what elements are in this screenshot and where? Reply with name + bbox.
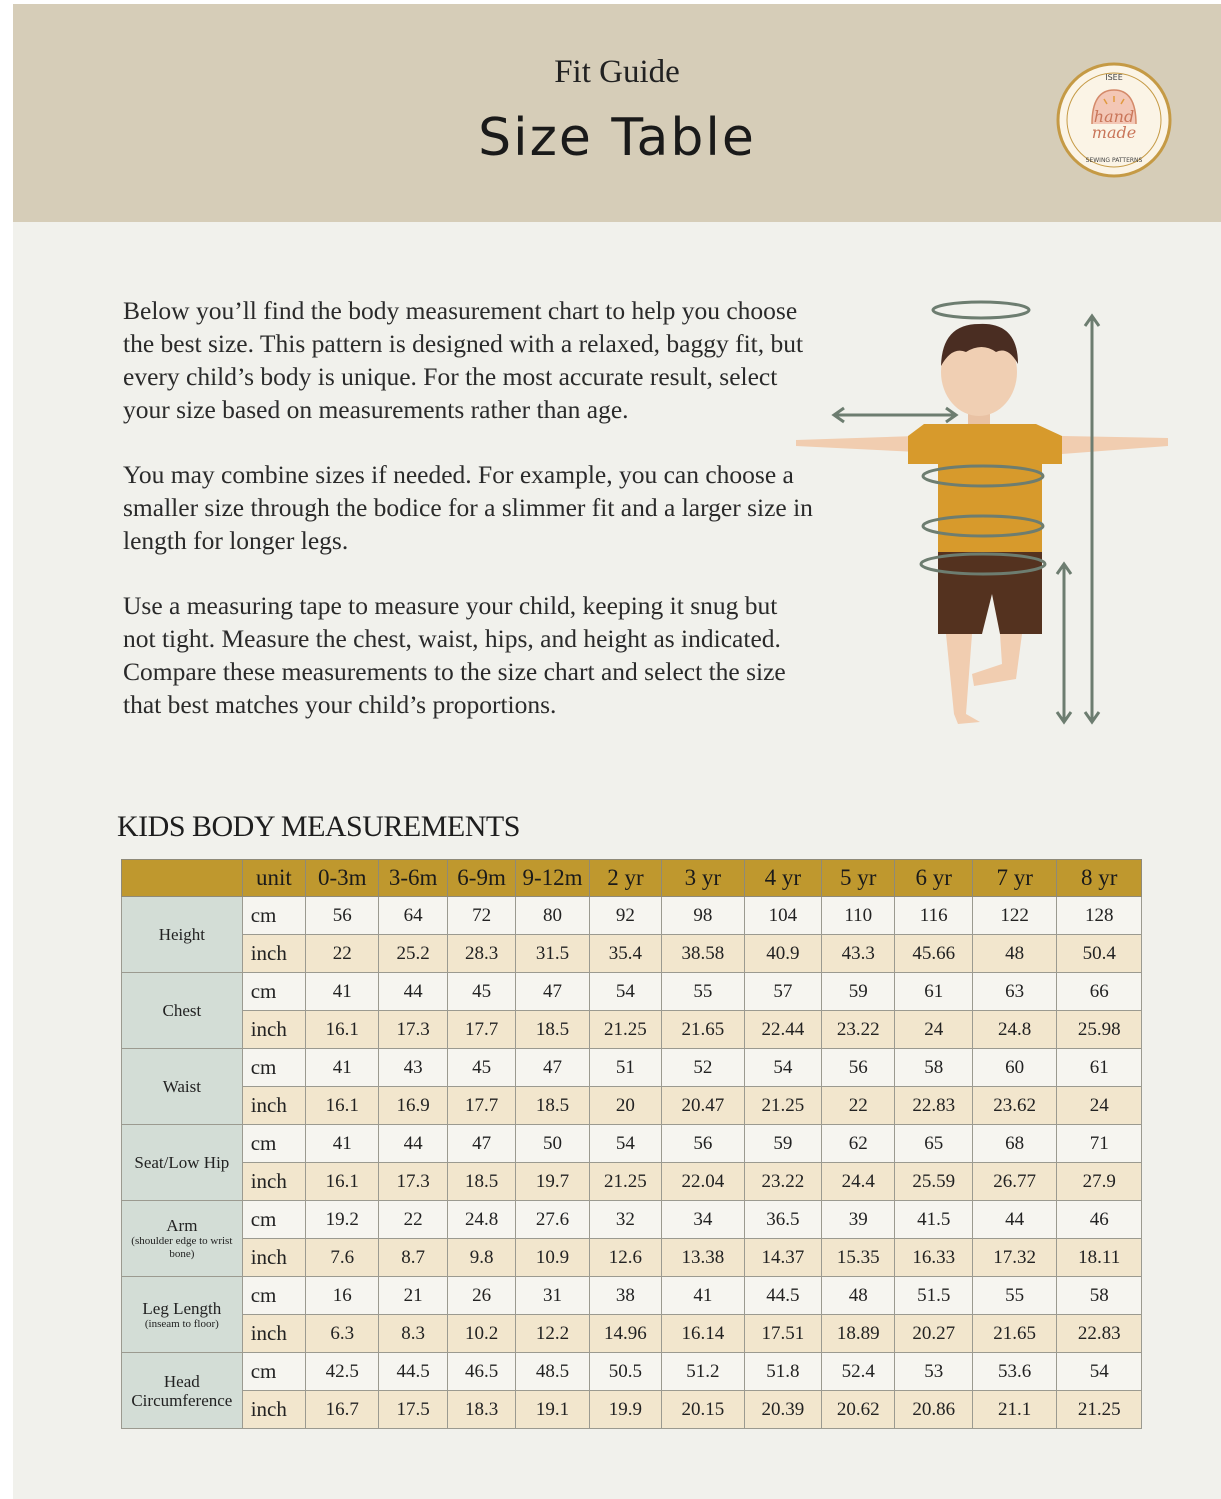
value-cell: 51.5 — [895, 1277, 972, 1315]
value-cell: 46.5 — [447, 1353, 515, 1391]
table-row — [122, 1391, 1142, 1429]
size-header: 5 yr — [822, 860, 895, 897]
page-subtitle: Fit Guide — [554, 54, 680, 90]
value-cell: 27.6 — [516, 1201, 589, 1239]
measure-label-cell — [122, 1049, 243, 1125]
value-cell: 22 — [306, 935, 379, 973]
value-cell: 23.22 — [822, 1011, 895, 1049]
size-header: 3 yr — [662, 860, 744, 897]
intro-text — [123, 294, 813, 753]
value-cell: 63 — [972, 973, 1056, 1011]
value-cell: 19.9 — [589, 1391, 661, 1429]
value-cell: 68 — [972, 1125, 1056, 1163]
value-cell: 19.7 — [516, 1163, 589, 1201]
table-row — [122, 1087, 1142, 1125]
table-title: KIDS BODY MEASUREMENTS — [117, 810, 520, 843]
value-cell: 22.83 — [1057, 1315, 1142, 1353]
logo-word-hand: hand — [1093, 107, 1135, 126]
unit-cell: cm — [242, 1277, 305, 1315]
value-cell: 15.35 — [822, 1239, 895, 1277]
value-cell: 58 — [895, 1049, 972, 1087]
value-cell: 16.1 — [306, 1011, 379, 1049]
value-cell: 44 — [972, 1201, 1056, 1239]
table-row — [122, 1125, 1142, 1163]
value-cell: 34 — [662, 1201, 744, 1239]
value-cell: 22 — [379, 1201, 447, 1239]
value-cell: 110 — [822, 897, 895, 935]
value-cell: 43 — [379, 1049, 447, 1087]
value-cell: 48 — [972, 935, 1056, 973]
measure-name: Chest — [162, 1001, 202, 1020]
value-cell: 40.9 — [744, 935, 821, 973]
value-cell: 18.11 — [1057, 1239, 1142, 1277]
value-cell: 22.44 — [744, 1011, 821, 1049]
value-cell: 53 — [895, 1353, 972, 1391]
value-cell: 20 — [589, 1087, 661, 1125]
logo-top-text: ISEE — [1105, 73, 1123, 82]
value-cell: 20.86 — [895, 1391, 972, 1429]
page — [13, 4, 1221, 1499]
table-row — [122, 897, 1142, 935]
measure-note: (shoulder edge to wrist bone) — [131, 1235, 233, 1260]
intro-paragraph-2: You may combine sizes if needed. For example, you can choose a smaller size through the bodice for a slimmer fit and a larger size in length for longer legs. — [123, 460, 813, 555]
unit-cell: cm — [242, 1049, 305, 1087]
value-cell: 51 — [589, 1049, 661, 1087]
value-cell: 47 — [447, 1125, 515, 1163]
table-row — [122, 1239, 1142, 1277]
value-cell: 61 — [895, 973, 972, 1011]
value-cell: 122 — [972, 897, 1056, 935]
value-cell: 72 — [447, 897, 515, 935]
value-cell: 31 — [516, 1277, 589, 1315]
measure-label-cell — [122, 897, 243, 973]
value-cell: 41 — [306, 1049, 379, 1087]
measure-label-cell — [122, 1277, 243, 1353]
value-cell: 10.9 — [516, 1239, 589, 1277]
value-cell: 56 — [306, 897, 379, 935]
value-cell: 16.1 — [306, 1087, 379, 1125]
table-row — [122, 1201, 1142, 1239]
value-cell: 24.8 — [447, 1201, 515, 1239]
logo-word-made: made — [1091, 123, 1137, 142]
value-cell: 47 — [516, 1049, 589, 1087]
value-cell: 44.5 — [379, 1353, 447, 1391]
table-row — [122, 973, 1142, 1011]
value-cell: 17.32 — [972, 1239, 1056, 1277]
value-cell: 54 — [1057, 1353, 1142, 1391]
value-cell: 36.5 — [744, 1201, 821, 1239]
value-cell: 58 — [1057, 1277, 1142, 1315]
value-cell: 57 — [744, 973, 821, 1011]
measure-name: Seat/Low Hip — [134, 1153, 230, 1172]
value-cell: 51.8 — [744, 1353, 821, 1391]
value-cell: 16.9 — [379, 1087, 447, 1125]
value-cell: 28.3 — [447, 935, 515, 973]
value-cell: 17.7 — [447, 1011, 515, 1049]
value-cell: 18.89 — [822, 1315, 895, 1353]
value-cell: 20.27 — [895, 1315, 972, 1353]
page-title: Size Table — [478, 108, 756, 168]
table-row — [122, 1011, 1142, 1049]
value-cell: 53.6 — [972, 1353, 1056, 1391]
size-header-row — [122, 860, 1142, 897]
value-cell: 25.98 — [1057, 1011, 1142, 1049]
value-cell: 51.2 — [662, 1353, 744, 1391]
value-cell: 16.1 — [306, 1163, 379, 1201]
value-cell: 8.7 — [379, 1239, 447, 1277]
value-cell: 44 — [379, 1125, 447, 1163]
value-cell: 22.04 — [662, 1163, 744, 1201]
value-cell: 22.83 — [895, 1087, 972, 1125]
value-cell: 7.6 — [306, 1239, 379, 1277]
value-cell: 17.51 — [744, 1315, 821, 1353]
head-measure-ring — [933, 302, 1029, 318]
value-cell: 45.66 — [895, 935, 972, 973]
value-cell: 98 — [662, 897, 744, 935]
measure-header — [122, 860, 243, 897]
value-cell: 22 — [822, 1087, 895, 1125]
measure-name: Head Circumference — [131, 1371, 233, 1410]
value-cell: 47 — [516, 973, 589, 1011]
size-header: 4 yr — [744, 860, 821, 897]
value-cell: 20.62 — [822, 1391, 895, 1429]
intro-paragraph-3: Use a measuring tape to measure your child, keeping it snug but not tight. Measure the chest, waist, hips, and height as indicated. Compare these measurements to the size chart and select the size that best matches your child’s proportions. — [123, 591, 786, 719]
unit-cell: cm — [242, 1125, 305, 1163]
value-cell: 50 — [516, 1125, 589, 1163]
value-cell: 25.2 — [379, 935, 447, 973]
value-cell: 116 — [895, 897, 972, 935]
value-cell: 16.7 — [306, 1391, 379, 1429]
table-row — [122, 935, 1142, 973]
size-header: 8 yr — [1057, 860, 1142, 897]
value-cell: 44 — [379, 973, 447, 1011]
logo-bottom-text: SEWING PATTERNS — [1085, 157, 1143, 164]
value-cell: 21.25 — [744, 1087, 821, 1125]
value-cell: 80 — [516, 897, 589, 935]
measure-label-cell — [122, 973, 243, 1049]
value-cell: 64 — [379, 897, 447, 935]
value-cell: 16.14 — [662, 1315, 744, 1353]
value-cell: 27.9 — [1057, 1163, 1142, 1201]
value-cell: 55 — [662, 973, 744, 1011]
unit-header: unit — [242, 860, 305, 897]
value-cell: 20.39 — [744, 1391, 821, 1429]
unit-cell: inch — [242, 1315, 305, 1353]
value-cell: 23.62 — [972, 1087, 1056, 1125]
value-cell: 24.4 — [822, 1163, 895, 1201]
value-cell: 41 — [306, 1125, 379, 1163]
value-cell: 21.65 — [662, 1011, 744, 1049]
measure-name: Leg Length — [142, 1298, 222, 1318]
value-cell: 71 — [1057, 1125, 1142, 1163]
value-cell: 60 — [972, 1049, 1056, 1087]
measure-label-cell — [122, 1353, 243, 1429]
value-cell: 21.25 — [589, 1011, 661, 1049]
table-row — [122, 1315, 1142, 1353]
handmade-logo — [1056, 62, 1172, 178]
table-row — [122, 1049, 1142, 1087]
value-cell: 25.59 — [895, 1163, 972, 1201]
value-cell: 56 — [662, 1125, 744, 1163]
value-cell: 54 — [744, 1049, 821, 1087]
value-cell: 44.5 — [744, 1277, 821, 1315]
table-row — [122, 1277, 1142, 1315]
value-cell: 45 — [447, 1049, 515, 1087]
value-cell: 26.77 — [972, 1163, 1056, 1201]
value-cell: 10.2 — [447, 1315, 515, 1353]
unit-cell: inch — [242, 1239, 305, 1277]
value-cell: 12.2 — [516, 1315, 589, 1353]
value-cell: 20.47 — [662, 1087, 744, 1125]
unit-cell: inch — [242, 935, 305, 973]
value-cell: 21 — [379, 1277, 447, 1315]
unit-cell: inch — [242, 1391, 305, 1429]
table-row — [122, 1163, 1142, 1201]
value-cell: 18.5 — [516, 1087, 589, 1125]
value-cell: 62 — [822, 1125, 895, 1163]
value-cell: 24 — [895, 1011, 972, 1049]
value-cell: 17.7 — [447, 1087, 515, 1125]
size-header: 6 yr — [895, 860, 972, 897]
unit-cell: cm — [242, 897, 305, 935]
value-cell: 50.5 — [589, 1353, 661, 1391]
value-cell: 65 — [895, 1125, 972, 1163]
value-cell: 8.3 — [379, 1315, 447, 1353]
table-row — [122, 1353, 1142, 1391]
value-cell: 23.22 — [744, 1163, 821, 1201]
value-cell: 21.65 — [972, 1315, 1056, 1353]
unit-cell: inch — [242, 1011, 305, 1049]
size-header: 0-3m — [306, 860, 379, 897]
value-cell: 128 — [1057, 897, 1142, 935]
value-cell: 16 — [306, 1277, 379, 1315]
size-table — [121, 859, 1142, 1429]
size-header: 6-9m — [447, 860, 515, 897]
value-cell: 41 — [306, 973, 379, 1011]
value-cell: 16.33 — [895, 1239, 972, 1277]
unit-cell: cm — [242, 1201, 305, 1239]
value-cell: 66 — [1057, 973, 1142, 1011]
measure-name: Arm — [166, 1216, 198, 1235]
value-cell: 17.3 — [379, 1011, 447, 1049]
measure-name: Height — [158, 925, 205, 944]
value-cell: 19.2 — [306, 1201, 379, 1239]
value-cell: 17.3 — [379, 1163, 447, 1201]
value-cell: 41 — [662, 1277, 744, 1315]
unit-cell: inch — [242, 1163, 305, 1201]
value-cell: 18.5 — [516, 1011, 589, 1049]
value-cell: 54 — [589, 973, 661, 1011]
value-cell: 45 — [447, 973, 515, 1011]
size-header: 9-12m — [516, 860, 589, 897]
measure-name: Waist — [162, 1077, 201, 1096]
value-cell: 59 — [822, 973, 895, 1011]
value-cell: 20.15 — [662, 1391, 744, 1429]
unit-cell: inch — [242, 1087, 305, 1125]
size-table-body — [122, 897, 1142, 1429]
value-cell: 52 — [662, 1049, 744, 1087]
value-cell: 61 — [1057, 1049, 1142, 1087]
value-cell: 14.96 — [589, 1315, 661, 1353]
header-band — [13, 4, 1221, 222]
size-header: 2 yr — [589, 860, 661, 897]
value-cell: 43.3 — [822, 935, 895, 973]
value-cell: 39 — [822, 1201, 895, 1239]
measure-label-cell — [122, 1125, 243, 1201]
measure-note: (inseam to floor) — [144, 1317, 219, 1330]
value-cell: 104 — [744, 897, 821, 935]
value-cell: 24 — [1057, 1087, 1142, 1125]
value-cell: 31.5 — [516, 935, 589, 973]
value-cell: 18.5 — [447, 1163, 515, 1201]
value-cell: 6.3 — [306, 1315, 379, 1353]
value-cell: 12.6 — [589, 1239, 661, 1277]
value-cell: 13.38 — [662, 1239, 744, 1277]
value-cell: 52.4 — [822, 1353, 895, 1391]
child-measurement-illustration — [796, 294, 1176, 734]
value-cell: 92 — [589, 897, 661, 935]
measure-label-cell — [122, 1201, 243, 1277]
value-cell: 41.5 — [895, 1201, 972, 1239]
value-cell: 21.1 — [972, 1391, 1056, 1429]
value-cell: 32 — [589, 1201, 661, 1239]
value-cell: 59 — [744, 1125, 821, 1163]
value-cell: 26 — [447, 1277, 515, 1315]
value-cell: 56 — [822, 1049, 895, 1087]
unit-cell: cm — [242, 973, 305, 1011]
value-cell: 19.1 — [516, 1391, 589, 1429]
size-header: 3-6m — [379, 860, 447, 897]
value-cell: 24.8 — [972, 1011, 1056, 1049]
value-cell: 14.37 — [744, 1239, 821, 1277]
value-cell: 46 — [1057, 1201, 1142, 1239]
value-cell: 21.25 — [1057, 1391, 1142, 1429]
value-cell: 38.58 — [662, 935, 744, 973]
value-cell: 21.25 — [589, 1163, 661, 1201]
value-cell: 17.5 — [379, 1391, 447, 1429]
value-cell: 48.5 — [516, 1353, 589, 1391]
unit-cell: cm — [242, 1353, 305, 1391]
value-cell: 50.4 — [1057, 935, 1142, 973]
value-cell: 38 — [589, 1277, 661, 1315]
intro-paragraph-1: Below you’ll find the body measurement chart to help you choose the best size. This pattern is designed with a relaxed, baggy fit, but every child’s body is unique. For the most accurate result, select your size based on measurements rather than age. — [123, 296, 804, 424]
value-cell: 35.4 — [589, 935, 661, 973]
value-cell: 54 — [589, 1125, 661, 1163]
value-cell: 9.8 — [447, 1239, 515, 1277]
value-cell: 18.3 — [447, 1391, 515, 1429]
value-cell: 48 — [822, 1277, 895, 1315]
value-cell: 42.5 — [306, 1353, 379, 1391]
value-cell: 55 — [972, 1277, 1056, 1315]
size-header: 7 yr — [972, 860, 1056, 897]
